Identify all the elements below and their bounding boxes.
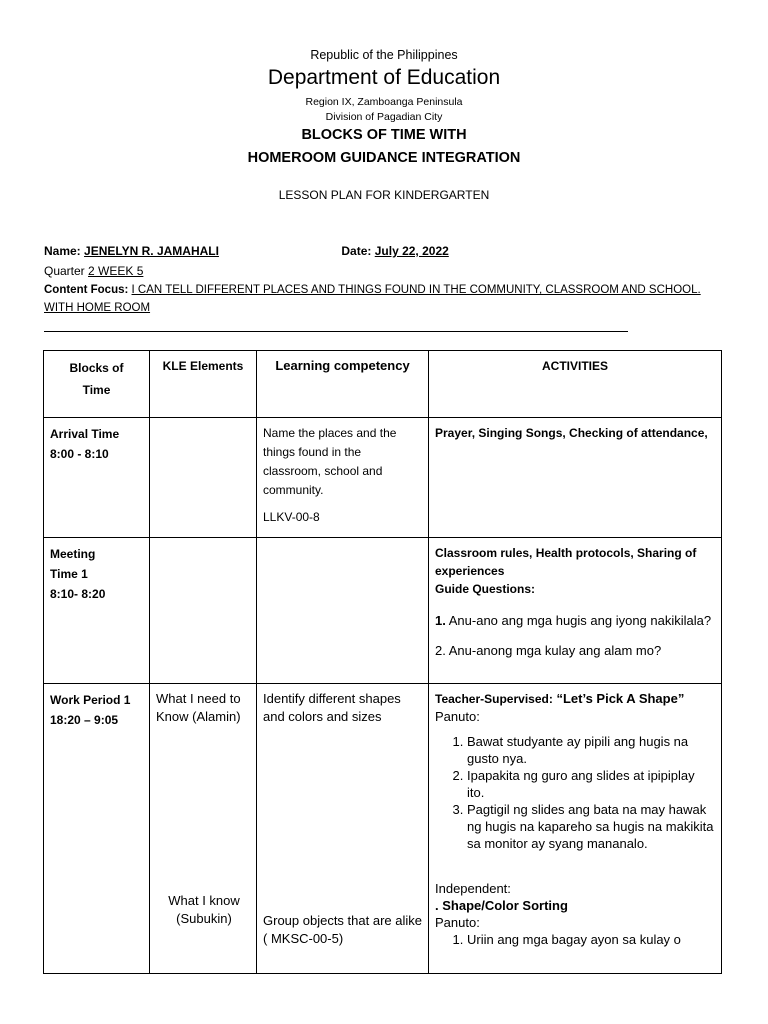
table-header-row bbox=[44, 351, 722, 418]
header-blocks-of-time: Blocks of Time bbox=[44, 351, 150, 418]
content-focus-row2 bbox=[44, 302, 150, 314]
focus-value-line1: I CAN TELL DIFFERENT PLACES AND THINGS FOUND IN THE COMMUNITY, CLASSROOM AND SCHOOL. bbox=[131, 284, 701, 296]
region-line: Region IX, Zamboanga Peninsula bbox=[305, 96, 463, 108]
table-row bbox=[44, 684, 722, 974]
republic-line: Republic of the Philippines bbox=[310, 48, 458, 62]
meeting-kle-cell bbox=[150, 538, 257, 684]
arrival-kle-cell bbox=[150, 418, 257, 538]
quarter-row bbox=[44, 264, 143, 278]
doc-title-line2: HOMEROOM GUIDANCE INTEGRATION bbox=[247, 150, 521, 166]
table-row bbox=[44, 418, 722, 538]
division-line: Division of Pagadian City bbox=[325, 111, 443, 123]
date-value: July 22, 2022 bbox=[374, 244, 449, 258]
list-item: 1. Bawat studyante ay pipili ang hugis na gusto nya. bbox=[467, 733, 715, 767]
blocks-of-time-table bbox=[43, 350, 722, 974]
arrival-activity-cell: Prayer, Singing Songs, Checking of attendance, bbox=[429, 418, 722, 538]
header-kle-elements: KLE Elements bbox=[150, 351, 257, 418]
quarter-label: Quarter bbox=[44, 264, 85, 278]
list-item: 3. Pagtigil ng slides ang bata na may hawak ng hugis na kapareho sa hugis na makikita sa monitor ay syang mananalo. bbox=[467, 801, 715, 852]
quarter-value: 2 WEEK 5 bbox=[88, 264, 144, 278]
arrival-block-cell: Arrival Time 8:00 - 8:10 bbox=[44, 418, 150, 538]
list-item: 2. Ipapakita ng guro ang slides at ipipiplay ito. bbox=[467, 767, 715, 801]
work-competency-cell: Identify different shapes and colors and sizes Group objects that are alike ( MKSC-00-5) bbox=[257, 684, 429, 974]
meeting-competency-cell bbox=[257, 538, 429, 684]
plan-subtitle: LESSON PLAN FOR KINDERGARTEN bbox=[278, 188, 490, 202]
arrival-competency-cell: Name the places and the things found in the classroom, school and community. LLKV-00-8 bbox=[257, 418, 429, 538]
work-block-cell: Work Period 1 18:20 – 9:05 bbox=[44, 684, 150, 974]
header-learning-competency: Learning competency bbox=[257, 351, 429, 418]
meeting-block-cell: Meeting Time 1 8:10- 8:20 bbox=[44, 538, 150, 684]
sorting-list bbox=[435, 931, 715, 948]
focus-value-line2: WITH HOME ROOM bbox=[44, 302, 151, 314]
table-row bbox=[44, 538, 722, 684]
list-item: 1. Uriin ang mga bagay ayon sa kulay o bbox=[467, 931, 715, 948]
separator-line bbox=[44, 331, 628, 332]
steps-list bbox=[435, 733, 715, 852]
name-value: JENELYN R. JAMAHALI bbox=[84, 244, 219, 258]
doc-title-line1: BLOCKS OF TIME WITH bbox=[301, 127, 467, 143]
content-focus-row bbox=[44, 284, 701, 296]
name-label: Name: bbox=[44, 244, 81, 258]
work-kle-cell: What I need to Know (Alamin) What I know (Subukin) bbox=[150, 684, 257, 974]
meeting-activity-cell: Classroom rules, Health protocols, Sharing of experiences Guide Questions: 1. Anu-ano ang mga hugis ang iyong nakikilala? 2. Anu-anong mga kulay ang alam mo? bbox=[429, 538, 722, 684]
header-activities: ACTIVITIES bbox=[429, 351, 722, 418]
work-activity-cell: Teacher-Supervised: “Let’s Pick A Shape” Panuto: 1. Bawat studyante ay pipili ang hugis na gusto nya. 2. Ipapakita ng guro ang slides at ipipiplay ito. 3. Pagtigil ng slides ang bata na may hawak ng hugis na kapareho sa hugis na makikita sa monitor ay syang mananalo. Independent: . Shape/Color Sorting Panuto: 1. Uriin ang mga bagay ayon sa kulay o bbox=[429, 684, 722, 974]
date-label: Date: bbox=[341, 244, 372, 258]
focus-label: Content Focus: bbox=[44, 284, 129, 296]
department-title: Department of Education bbox=[267, 66, 501, 89]
name-date-row bbox=[44, 244, 449, 258]
